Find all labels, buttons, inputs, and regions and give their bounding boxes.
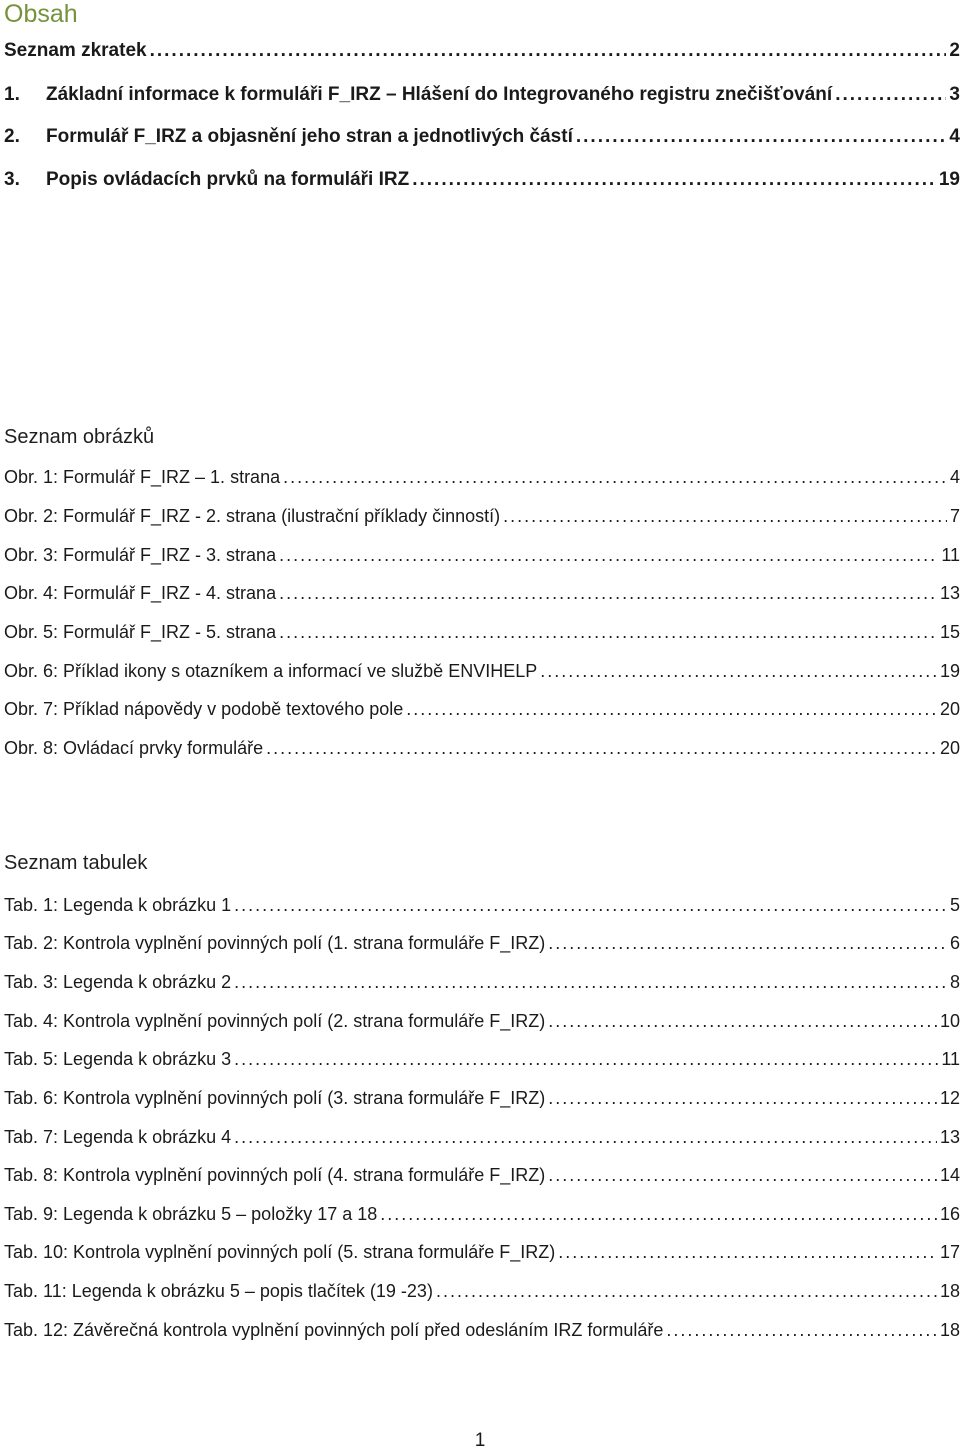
figure-entry-text: Obr. 8: Ovládací prvky formuláře	[4, 738, 264, 758]
figures-heading: Seznam obrázků	[4, 426, 155, 448]
toc-entry-text: Seznam zkratek	[4, 40, 147, 61]
table-entry-text: Tab. 5: Legenda k obrázku 3	[4, 1049, 232, 1069]
table-entry-page: 17	[939, 1242, 960, 1262]
table-entry[interactable]	[4, 1010, 960, 1032]
toc-entry-text: Popis ovládacích prvků na formuláři IRZ	[46, 169, 410, 190]
dot-leader	[150, 40, 947, 62]
figure-entry-text: Obr. 3: Formulář F_IRZ - 3. strana	[4, 545, 277, 565]
toc-entry-text: Základní informace k formuláři F_IRZ – Hlášení do Integrovaného registru znečišťování	[46, 84, 833, 105]
toc-entry-number: 1.	[4, 84, 20, 105]
table-entry-text: Tab. 3: Legenda k obrázku 2	[4, 972, 232, 992]
table-entry-text: Tab. 8: Kontrola vyplnění povinných polí (4. strana formuláře F_IRZ)	[4, 1165, 546, 1185]
dot-leader	[266, 737, 937, 759]
dot-leader	[279, 582, 937, 604]
table-entry[interactable]	[4, 1203, 960, 1225]
toc-entry[interactable]	[4, 169, 960, 191]
figure-entry[interactable]	[4, 466, 960, 488]
figure-entry-page: 4	[949, 467, 960, 487]
dot-leader	[666, 1319, 937, 1341]
table-entry-page: 6	[949, 933, 960, 953]
dot-leader	[406, 698, 937, 720]
table-entry-text: Tab. 4: Kontrola vyplnění povinných polí (2. strana formuláře F_IRZ)	[4, 1011, 546, 1031]
table-entry-text: Tab. 11: Legenda k obrázku 5 – popis tlačítek (19 -23)	[4, 1281, 433, 1301]
toc-entry[interactable]	[4, 126, 960, 148]
table-entry[interactable]	[4, 894, 960, 916]
table-entry-text: Tab. 1: Legenda k obrázku 1	[4, 895, 232, 915]
table-entry[interactable]	[4, 1126, 960, 1148]
table-entry-page: 12	[939, 1088, 960, 1108]
dot-leader	[234, 1126, 937, 1148]
toc-entry-number: 3.	[4, 169, 20, 190]
table-entry-page: 5	[949, 895, 960, 915]
figure-entry-page: 20	[939, 699, 960, 719]
dot-leader	[279, 621, 937, 643]
page-number: 1	[474, 1430, 486, 1451]
dot-leader	[279, 544, 938, 566]
dot-leader	[548, 932, 947, 954]
figure-entry-page: 15	[939, 622, 960, 642]
table-entry-page: 16	[939, 1204, 960, 1224]
table-entry-page: 8	[949, 972, 960, 992]
figure-entry-text: Obr. 5: Formulář F_IRZ - 5. strana	[4, 622, 277, 642]
dot-leader	[558, 1241, 937, 1263]
dot-leader	[576, 126, 947, 148]
table-entry-text: Tab. 2: Kontrola vyplnění povinných polí (1. strana formuláře F_IRZ)	[4, 933, 546, 953]
figure-entry-page: 11	[941, 545, 960, 565]
figure-entry-text: Obr. 2: Formulář F_IRZ - 2. strana (ilustrační příklady činností)	[4, 506, 501, 526]
table-entry-page: 13	[939, 1127, 960, 1147]
figure-entry-text: Obr. 1: Formulář F_IRZ – 1. strana	[4, 467, 281, 487]
figure-entry-text: Obr. 4: Formulář F_IRZ - 4. strana	[4, 583, 277, 603]
table-entry-text: Tab. 9: Legenda k obrázku 5 – položky 17 a 18	[4, 1204, 378, 1224]
figure-entry[interactable]	[4, 660, 960, 682]
table-entry-page: 10	[939, 1011, 960, 1031]
dot-leader	[548, 1010, 937, 1032]
figure-entry-page: 20	[939, 738, 960, 758]
contents-heading: Obsah	[4, 0, 78, 28]
figure-entry-page: 19	[939, 661, 960, 681]
dot-leader	[436, 1280, 937, 1302]
toc-entry-page: 3	[949, 84, 960, 105]
table-entry[interactable]	[4, 971, 960, 993]
toc-entry-page: 4	[949, 126, 960, 147]
figure-entry-page: 13	[939, 583, 960, 603]
dot-leader	[835, 84, 946, 106]
toc-entry-number: 2.	[4, 126, 20, 147]
figure-entry[interactable]	[4, 544, 960, 566]
toc-entry-page: 19	[938, 169, 960, 190]
table-entry-page: 14	[939, 1165, 960, 1185]
figure-entry-page: 7	[949, 506, 960, 526]
dot-leader	[548, 1087, 937, 1109]
tables-heading: Seznam tabulek	[4, 852, 148, 874]
figure-entry[interactable]	[4, 737, 960, 759]
figure-entry-text: Obr. 6: Příklad ikony s otazníkem a informací ve službě ENVIHELP	[4, 661, 538, 681]
table-entry[interactable]	[4, 1241, 960, 1263]
figure-entry-text: Obr. 7: Příklad nápovědy v podobě textového pole	[4, 699, 404, 719]
table-entry[interactable]	[4, 1164, 960, 1186]
table-entry[interactable]	[4, 1319, 960, 1341]
figure-entry[interactable]	[4, 698, 960, 720]
dot-leader	[234, 894, 947, 916]
dot-leader	[412, 169, 936, 191]
table-entry-page: 18	[939, 1320, 960, 1340]
dot-leader	[283, 466, 947, 488]
figure-entry[interactable]	[4, 582, 960, 604]
figure-entry[interactable]	[4, 621, 960, 643]
table-entry-text: Tab. 6: Kontrola vyplnění povinných polí (3. strana formuláře F_IRZ)	[4, 1088, 546, 1108]
toc-entry[interactable]	[4, 40, 960, 62]
table-entry[interactable]	[4, 932, 960, 954]
table-entry-text: Tab. 10: Kontrola vyplnění povinných polí (5. strana formuláře F_IRZ)	[4, 1242, 556, 1262]
figure-entry[interactable]	[4, 505, 960, 527]
toc-entry-text: Formulář F_IRZ a objasnění jeho stran a jednotlivých částí	[46, 126, 573, 147]
table-entry-text: Tab. 12: Závěrečná kontrola vyplnění povinných polí před odesláním IRZ formuláře	[4, 1320, 664, 1340]
table-entry-page: 18	[939, 1281, 960, 1301]
dot-leader	[380, 1203, 937, 1225]
table-entry[interactable]	[4, 1087, 960, 1109]
dot-leader	[234, 1048, 938, 1070]
dot-leader	[234, 971, 947, 993]
table-entry-text: Tab. 7: Legenda k obrázku 4	[4, 1127, 232, 1147]
dot-leader	[503, 505, 947, 527]
toc-entry-page: 2	[949, 40, 960, 61]
table-entry[interactable]	[4, 1048, 960, 1070]
dot-leader	[540, 660, 937, 682]
table-entry-page: 11	[941, 1049, 960, 1069]
dot-leader	[548, 1164, 937, 1186]
table-entry[interactable]	[4, 1280, 960, 1302]
toc-entry[interactable]	[4, 84, 960, 106]
